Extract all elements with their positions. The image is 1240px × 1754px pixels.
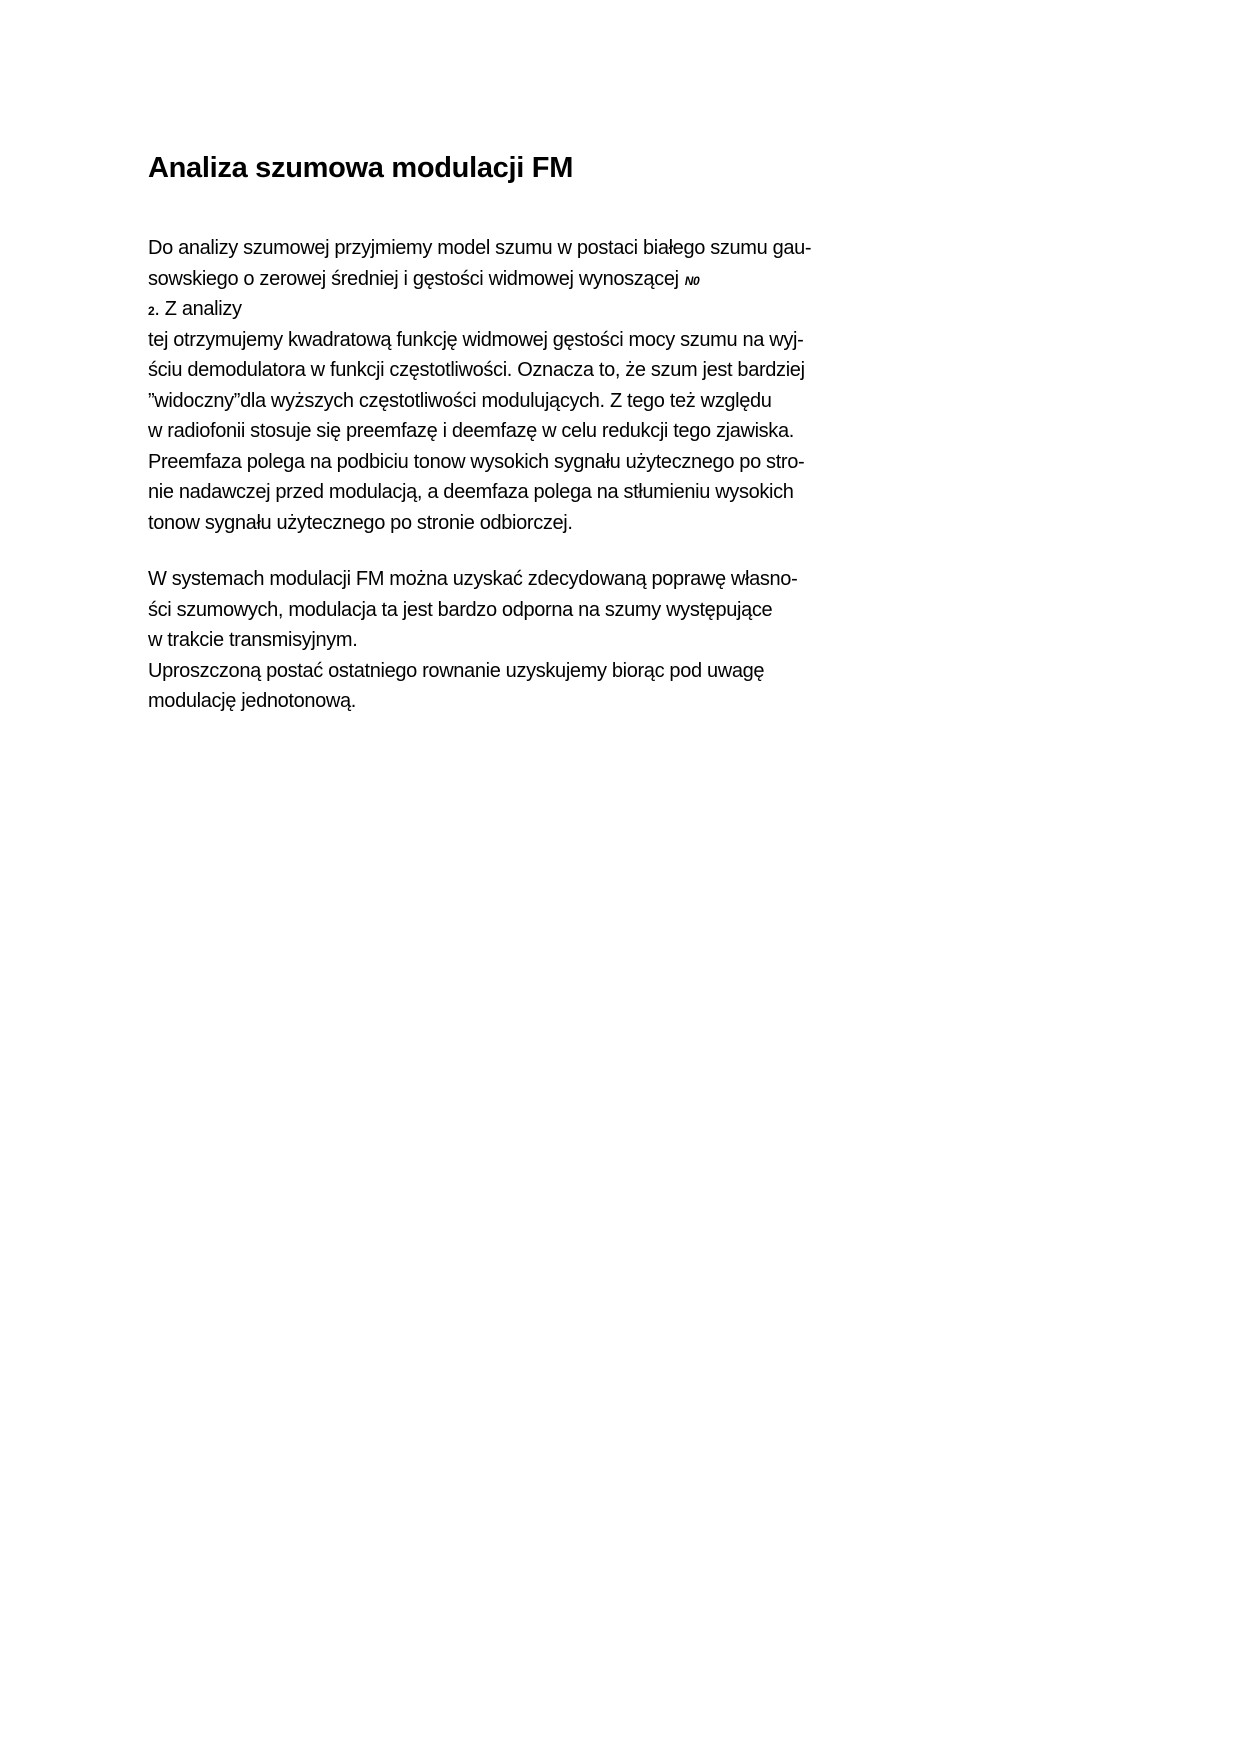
text-line: sowskiego o zerowej średniej i gęstości widmowej wynoszącej	[148, 267, 679, 290]
text-line: ”widoczny”dla wyższych częstotliwości modulujących. Z tego też względu	[148, 389, 772, 412]
text-line: modulację jednotonową.	[148, 690, 357, 712]
text-line: Uproszczoną postać ostatniego rownanie uzyskujemy biorąc pod uwagę	[148, 659, 765, 682]
text-line-with-formula	[148, 264, 811, 295]
formula-numerator: N0	[684, 273, 700, 288]
text-line: Preemfaza polega na podbiciu tonow wysokich sygnału użytecznego po stro-	[148, 450, 805, 473]
text-line: W systemach modulacji FM można uzyskać zdecydowaną poprawę własno-	[148, 568, 798, 590]
text-line-with-formula	[148, 294, 811, 325]
text-line: ści szumowych, modulacja ta jest bardzo odporna na szumy występujące	[148, 598, 773, 621]
text-line: tej otrzymujemy kwadratową funkcję widmowej gęstości mocy szumu na wyj-	[148, 328, 804, 351]
text-line: Do analizy szumowej przyjmiemy model szumu w postaci białego szumu gau-	[148, 237, 812, 259]
text-line: tonow sygnału użytecznego po stronie odbiorczej.	[148, 511, 573, 534]
text-line: w radiofonii stosuje się preemfazę i deemfazę w celu redukcji tego zjawiska.	[148, 420, 794, 442]
paragraph-noise-model	[148, 233, 811, 538]
paragraph-fm-robustness	[148, 564, 797, 717]
text-line: w trakcie transmisyjnym.	[148, 629, 358, 651]
formula-denominator: 2	[148, 304, 155, 318]
text-line: ściu demodulatora w funkcji częstotliwości. Oznacza to, że szum jest bardziej	[148, 359, 805, 381]
document-title: Analiza szumowa modulacji FM	[148, 152, 574, 184]
text-line: . Z analizy	[154, 298, 242, 320]
text-line: nie nadawczej przed modulacją, a deemfaza polega na stłumieniu wysokich	[148, 481, 794, 503]
